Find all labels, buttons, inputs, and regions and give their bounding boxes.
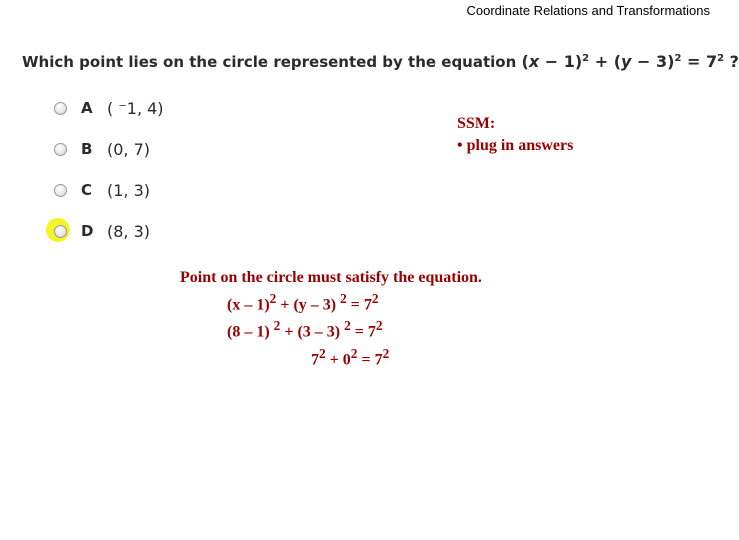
choice-b[interactable] xyxy=(48,135,208,163)
choice-letter: B xyxy=(81,140,93,158)
radio-button-b[interactable] xyxy=(54,143,67,156)
question-text xyxy=(22,48,739,76)
choice-letter: C xyxy=(81,181,93,199)
choice-value: ( ⁻1, 4) xyxy=(107,98,164,118)
choice-value: (8, 3) xyxy=(107,221,151,241)
question-prompt: Which point lies on the circle represented by the equation xyxy=(22,53,517,71)
solution-work xyxy=(180,267,482,370)
choice-d[interactable] xyxy=(48,217,208,245)
ssm-title: SSM: xyxy=(457,115,496,132)
choice-a[interactable] xyxy=(48,94,208,122)
radio-button-c[interactable] xyxy=(54,184,67,197)
solution-line-result: $7^2 + 0^2 = 7^2$ xyxy=(311,345,390,368)
question-equation: $(x - 1)^2 + (y - 3)^2 = 7^2$ ? xyxy=(521,52,739,71)
radio-button-a[interactable] xyxy=(54,102,67,115)
ssm-note xyxy=(457,113,573,157)
solution-line-statement: Point on the circle must satisfy the equation. xyxy=(180,269,482,286)
solution-line-substitution: (8 – 1) $^2$ + (3 – 3) $^2 = 7^2$ xyxy=(227,318,383,341)
solution-line-equation: (x – 1)$^2$ + (y – 3) $^2 = 7^2$ xyxy=(227,291,379,314)
radio-button-d[interactable] xyxy=(54,225,67,238)
choice-value: (0, 7) xyxy=(107,139,151,159)
page-header-title: Coordinate Relations and Transformations xyxy=(466,3,710,18)
choice-value: (1, 3) xyxy=(107,180,151,200)
choice-letter: D xyxy=(81,222,94,240)
choice-letter: A xyxy=(81,99,93,117)
choice-c[interactable] xyxy=(48,176,208,204)
ssm-bullet: • plug in answers xyxy=(457,137,574,154)
